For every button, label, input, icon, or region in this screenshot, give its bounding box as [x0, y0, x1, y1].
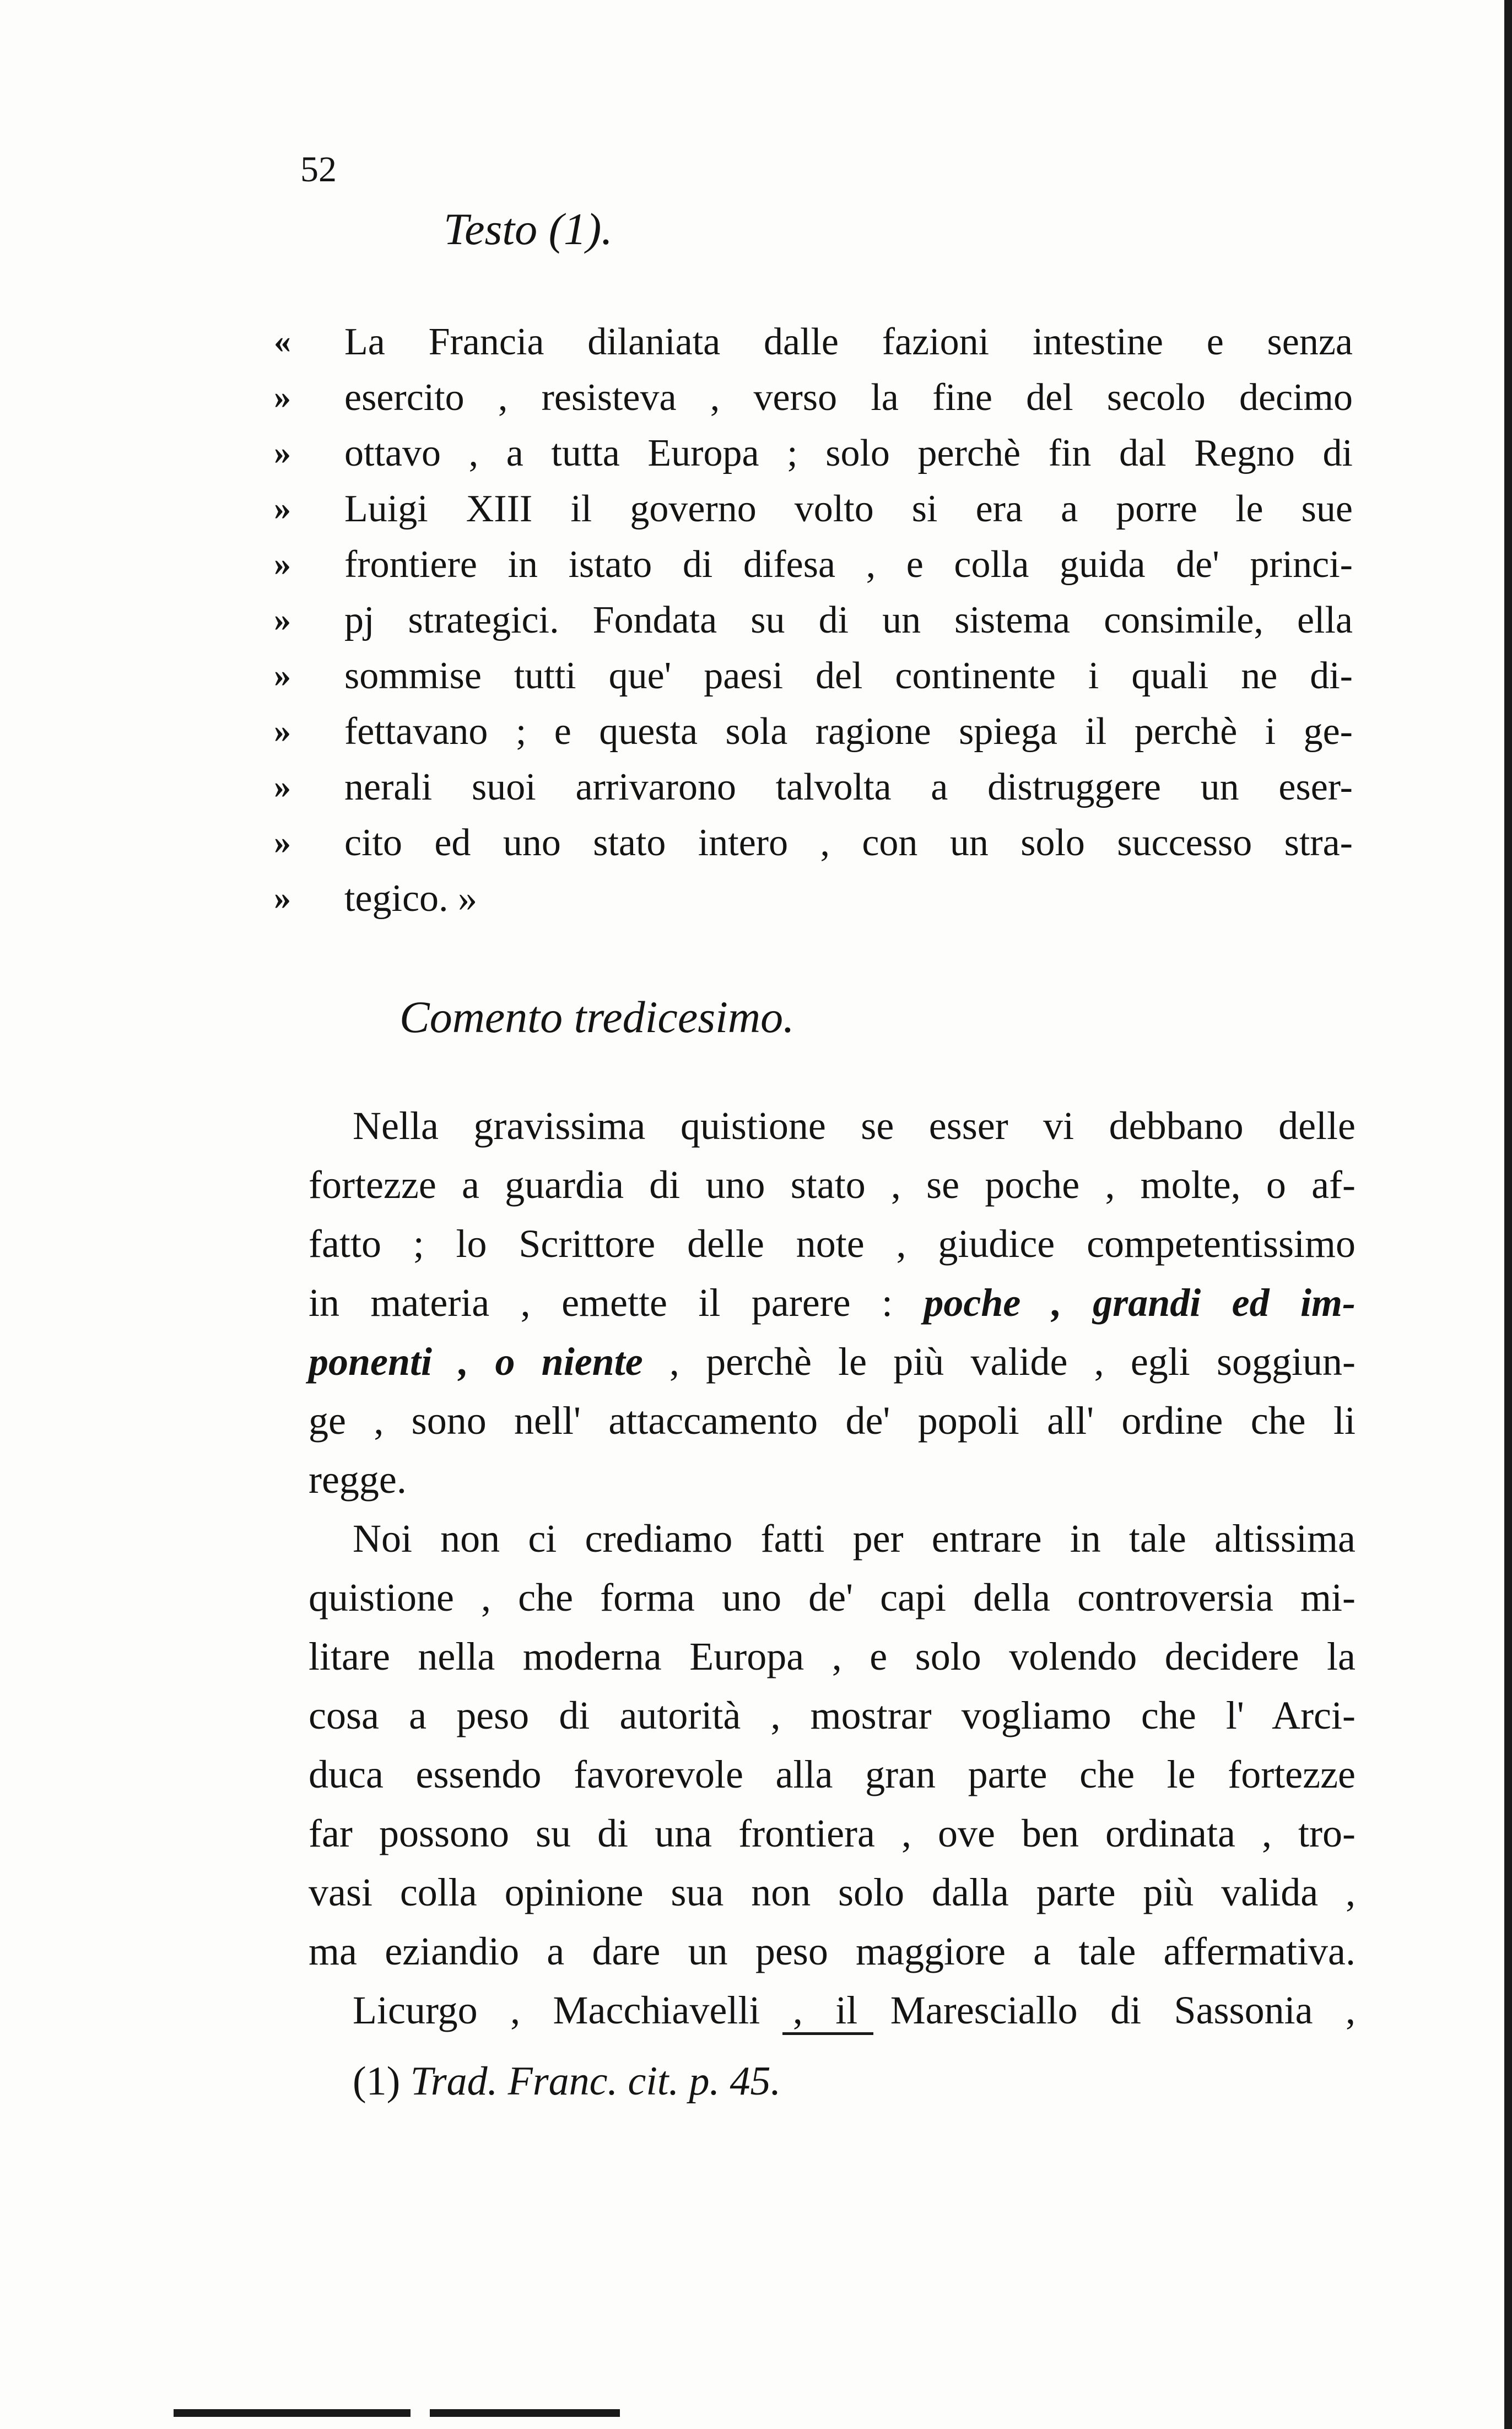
quote-mark: » — [274, 768, 291, 806]
body-line: Licurgo , Macchiavelli , il Maresciallo di Sassonia , — [353, 1988, 1356, 2032]
quote-line: » esercito , resisteva , verso la fine del secolo decimo — [344, 370, 1353, 425]
quote-mark: » — [274, 379, 291, 416]
emphasis-text: ponenti , o niente — [309, 1340, 643, 1384]
body-text — [309, 1097, 1356, 2040]
body-line: Noi non ci crediamo fatti per entrare in tale altissima — [353, 1516, 1356, 1561]
body-line: litare nella moderna Europa , e solo volendo decidere la — [309, 1634, 1356, 1678]
quote-mark: » — [274, 490, 291, 527]
footnote — [353, 2061, 781, 2102]
quote-block — [274, 314, 1353, 926]
quote-line: » ottavo , a tutta Europa ; solo perchè fin dal Regno di — [344, 425, 1353, 481]
scan-edge-bar — [174, 2409, 411, 2417]
quote-line: » tegico. » — [344, 871, 1353, 926]
page-number: 52 — [300, 149, 337, 190]
quote-mark: » — [274, 657, 291, 694]
body-line: duca essendo favorevole alla gran parte che le fortezze — [309, 1752, 1356, 1796]
quote-line: » pj strategici. Fondata su di un sistema consimile, ella — [344, 592, 1353, 648]
body-line: in materia , emette il parere : poche , grandi ed im- — [309, 1281, 1356, 1325]
quote-line: » sommise tutti que' paesi del continente i quali ne di- — [344, 648, 1353, 704]
body-line: regge. — [309, 1458, 407, 1502]
body-line: fatto ; lo Scrittore delle note , giudice competentissimo — [309, 1222, 1356, 1266]
quote-mark: « — [274, 323, 291, 360]
quote-line: » Luigi XIII il governo volto si era a porre le sue — [344, 481, 1353, 537]
quote-line: » fettavano ; e questa sola ragione spiega il perchè i ge- — [344, 704, 1353, 759]
footnote-number: (1) — [353, 2059, 401, 2104]
body-line: fortezze a guardia di uno stato , se poche , molte, o af- — [309, 1163, 1356, 1207]
quote-mark: » — [274, 601, 291, 639]
footnote-text: Trad. Franc. cit. p. 45. — [410, 2059, 781, 2104]
body-line: cosa a peso di autorità , mostrar vogliamo che l' Arci- — [309, 1693, 1356, 1737]
body-line: quistione , che forma uno de' capi della controversia mi- — [309, 1575, 1356, 1620]
quote-mark: » — [274, 824, 291, 861]
body-line: ma eziandio a dare un peso maggiore a tale affermativa. — [309, 1929, 1356, 1973]
body-line: far possono su di una frontiera , ove ben ordinata , tro- — [309, 1811, 1356, 1855]
quote-mark: » — [274, 434, 291, 472]
quote-line: « La Francia dilaniata dalle fazioni intestine e senza — [344, 314, 1353, 370]
footnote-divider — [782, 2032, 873, 2035]
comento-heading: Comento tredicesimo. — [399, 992, 795, 1042]
page-edge-shadow — [1504, 0, 1512, 2429]
quote-mark: » — [274, 712, 291, 750]
testo-heading: Testo (1). — [444, 204, 613, 254]
quote-mark: » — [274, 879, 291, 917]
quote-mark: » — [274, 546, 291, 583]
quote-line: » frontiere in istato di difesa , e colla guida de' princi- — [344, 537, 1353, 592]
emphasis-text: poche , grandi ed im- — [924, 1281, 1356, 1325]
quote-line: » nerali suoi arrivarono talvolta a distruggere un eser- — [344, 759, 1353, 815]
body-line: vasi colla opinione sua non solo dalla parte più valida , — [309, 1870, 1356, 1914]
quote-line: » cito ed uno stato intero , con un solo successo stra- — [344, 815, 1353, 871]
body-line: ponenti , o niente , perchè le più valide , egli soggiun- — [309, 1340, 1356, 1384]
body-line: ge , sono nell' attaccamento de' popoli all' ordine che li — [309, 1399, 1356, 1443]
body-line: Nella gravissima quistione se esser vi debbano delle — [353, 1104, 1356, 1148]
scan-edge-bar — [430, 2409, 620, 2417]
